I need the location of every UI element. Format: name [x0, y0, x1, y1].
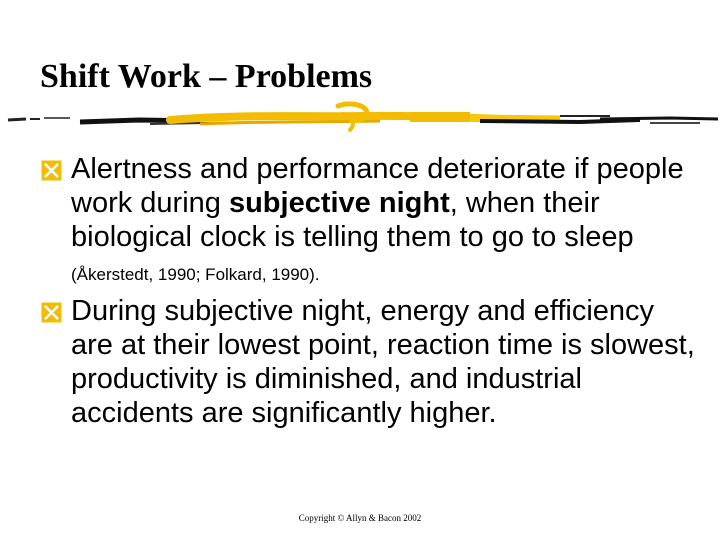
citation-text: (Åkerstedt, 1990; Folkard, 1990). — [71, 265, 320, 284]
footer — [0, 513, 720, 523]
bullet-text: , when their biological clock is telling them to go to sleep — [71, 187, 634, 253]
emphasis-text: subjective night — [228, 187, 450, 219]
copyright-text: Copyright © Allyn & Bacon 2002 — [298, 513, 422, 523]
bullet-text: During subjective night, energy and efficiency are at their lowest point, reaction time is slowest, productivity is diminished, and industrial accidents are significantly higher. — [71, 295, 695, 429]
bullet-item — [40, 152, 700, 292]
checkbox-x-icon — [40, 159, 63, 182]
brush-stroke-divider — [0, 100, 720, 136]
bullet-list — [40, 152, 700, 432]
slide-title: Shift Work – Problems — [40, 58, 373, 95]
bullet-text: Alertness and performance deteriorate if people work during — [71, 153, 684, 219]
bullet-item — [40, 294, 700, 430]
checkbox-x-icon — [40, 301, 63, 324]
